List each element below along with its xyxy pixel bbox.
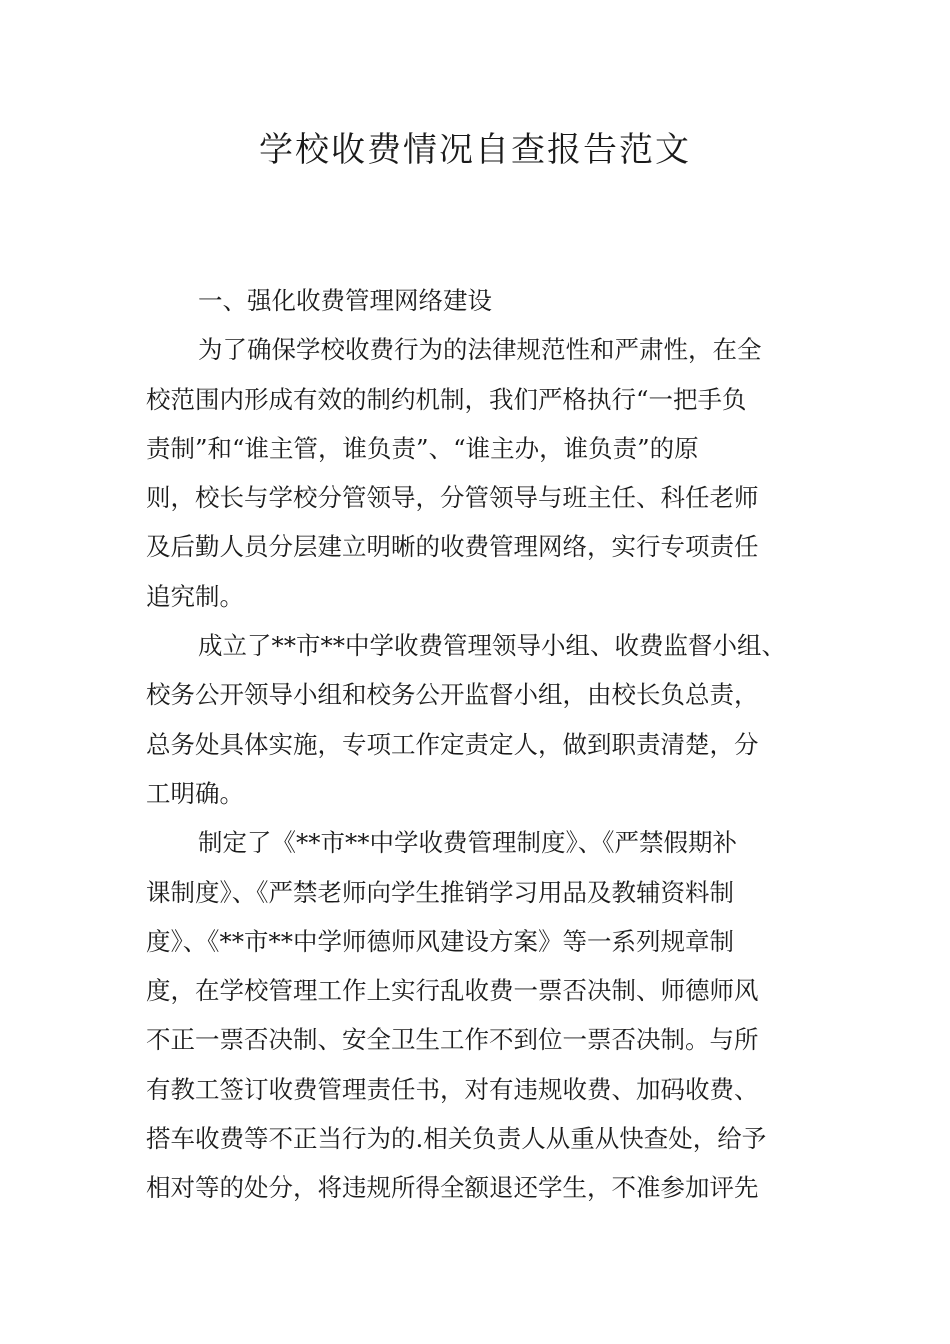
paragraph-line: 校范围内形成有效的制约机制，我们严格执行“一把手负 xyxy=(146,384,747,414)
paragraph-line: 校务公开领导小组和校务公开监督小组，由校长负总责， xyxy=(146,680,759,710)
paragraph-line: 相对等的处分，将违规所得全额退还学生，不准参加评先 xyxy=(146,1173,759,1203)
paragraph-line: 制定了《**市**中学收费管理制度》、《严禁假期补 xyxy=(198,828,737,858)
paragraph-line: 责制”和“谁主管，谁负责”、“谁主办，谁负责”的原 xyxy=(146,433,699,463)
document-body xyxy=(146,276,810,1213)
paragraph-line: 搭车收费等不正当行为的.相关负责人从重从快查处，给予 xyxy=(146,1124,767,1154)
paragraph-line: 有教工签订收费管理责任书，对有违规收费、加码收费、 xyxy=(146,1074,759,1104)
paragraph-line: 不正一票否决制、安全卫生工作不到位一票否决制。与所 xyxy=(146,1025,759,1055)
paragraph-line: 及后勤人员分层建立明晰的收费管理网络，实行专项责任 xyxy=(146,532,759,562)
document-title: 学校收费情况自查报告范文 xyxy=(259,130,691,170)
paragraph-line: 则，校长与学校分管领导，分管领导与班主任、科任老师 xyxy=(146,483,759,513)
paragraph-line: 为了确保学校收费行为的法律规范性和严肃性，在全 xyxy=(198,335,762,365)
paragraph-line: 追究制。 xyxy=(146,581,244,611)
section-heading: 一、强化收费管理网络建设 xyxy=(198,286,492,315)
paragraph-line: 课制度》、《严禁老师向学生推销学习用品及教辅资料制 xyxy=(146,877,734,907)
paragraph-line: 工明确。 xyxy=(146,778,244,808)
paragraph-line: 度，在学校管理工作上实行乱收费一票否决制、师德师风 xyxy=(146,976,759,1006)
paragraph-line: 度》、《**市**中学师德师风建设方案》等一系列规章制 xyxy=(146,926,734,956)
paragraph-line: 成立了**市**中学收费管理领导小组、收费监督小组、 xyxy=(198,631,786,661)
paragraph-line: 总务处具体实施，专项工作定责定人，做到职责清楚，分 xyxy=(146,729,759,759)
